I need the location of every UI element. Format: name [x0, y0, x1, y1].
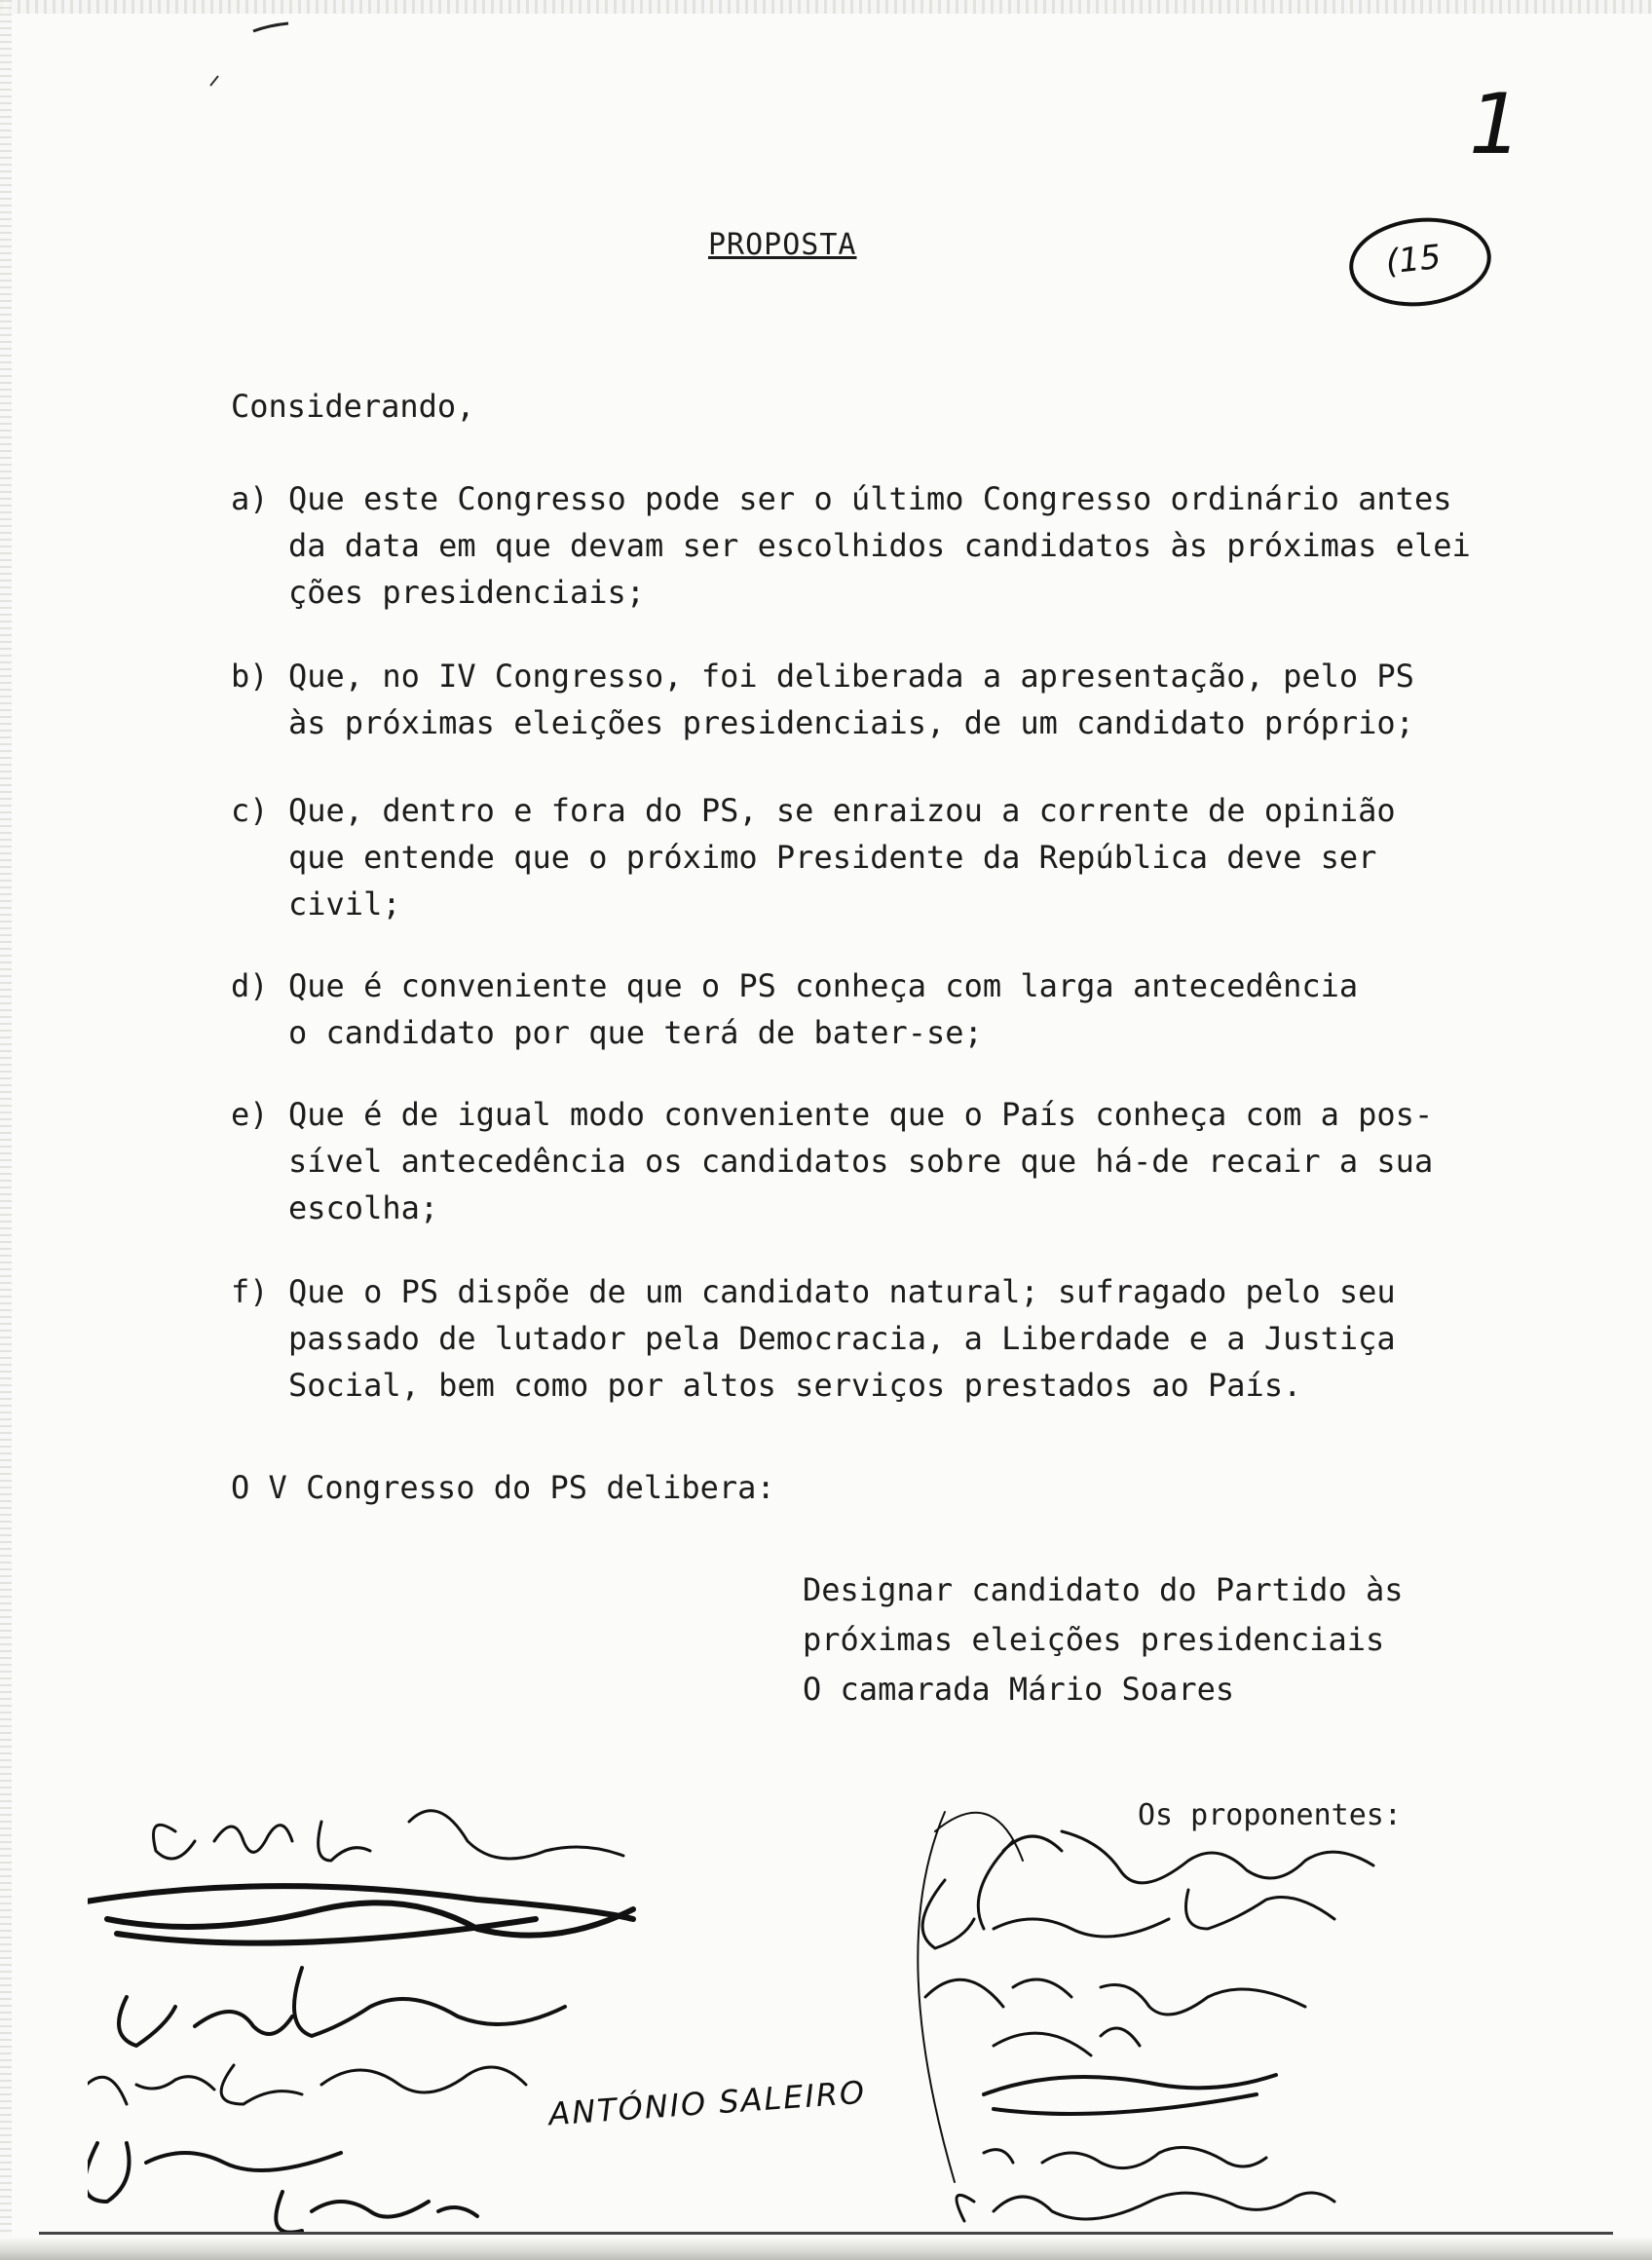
resolution-block	[803, 1565, 1404, 1714]
resolution-line: O camarada Mário Soares	[803, 1671, 1235, 1708]
signature-1	[154, 1811, 624, 1861]
scan-bottom-edge	[0, 2237, 1652, 2260]
item-line: o candidato por que terá de bater-se;	[288, 1014, 983, 1051]
page-number: 1	[1469, 76, 1522, 173]
signature-4	[88, 2065, 526, 2104]
item-line: Que, dentro e fora do PS, se enraizou a corrente de opinião	[288, 792, 1396, 829]
proponents-label: Os proponentes:	[1138, 1798, 1402, 1832]
item-line: Que, no IV Congresso, foi deliberada a apresentação, pelo PS	[288, 658, 1414, 695]
signature-3	[119, 1968, 565, 2046]
closing-text: O V Congresso do PS delibera:	[231, 1469, 775, 1506]
item-line: Social, bem como por altos serviços prestados ao País.	[288, 1367, 1302, 1404]
signature-11	[984, 2075, 1276, 2114]
resolution-line: Designar candidato do Partido às	[803, 1571, 1404, 1608]
scan-top-edge	[0, 0, 1652, 14]
item-line: sível antecedência os candidatos sobre que há-de recair a sua	[288, 1143, 1434, 1180]
handwritten-signatures	[88, 1773, 1578, 2241]
item-line: escolha;	[288, 1189, 439, 1226]
resolution-line: próximas eleições presidenciais	[803, 1621, 1385, 1658]
signature-8	[922, 1880, 1334, 1948]
signature-14	[918, 1812, 1023, 2182]
signature-12	[984, 2147, 1266, 2167]
item-letter: a)	[231, 480, 269, 517]
item-letter: d)	[231, 967, 269, 1004]
item-line: às próximas eleições presidenciais, de um candidato próprio;	[288, 704, 1414, 741]
item-line: Que o PS dispõe de um candidato natural; sufragado pelo seu	[288, 1273, 1396, 1310]
scan-left-edge	[0, 0, 12, 2260]
item-letter: b)	[231, 658, 269, 695]
stray-pen-mark	[201, 18, 308, 95]
intro-text: Considerando,	[231, 388, 475, 425]
bottom-rule	[39, 2232, 1613, 2235]
item-line: civil;	[288, 885, 401, 923]
signature-7	[978, 1831, 1373, 1929]
signature-13	[957, 2193, 1334, 2221]
document-title: PROPOSTA	[708, 228, 857, 262]
circled-reference-text: (15	[1383, 237, 1444, 282]
item-line: ções presidenciais;	[288, 574, 646, 611]
signature-2	[88, 1886, 633, 1942]
circled-reference-mark	[1345, 211, 1496, 314]
signature-5	[88, 2143, 341, 2202]
item-letter: f)	[231, 1273, 269, 1310]
item-line: passado de lutador pela Democracia, a Liberdade e a Justiça	[288, 1320, 1396, 1357]
item-line: Que este Congresso pode ser o último Congresso ordinário antes	[288, 480, 1452, 517]
item-line: da data em que devam ser escolhidos candidatos às próximas elei	[288, 527, 1471, 564]
item-line: Que é de igual modo conveniente que o País conheça com a pos-	[288, 1096, 1434, 1133]
printed-signature: ANTÓNIO SALEIRO	[547, 2073, 868, 2133]
item-line: Que é conveniente que o PS conheça com larga antecedência	[288, 967, 1359, 1004]
signature-10	[994, 2028, 1140, 2055]
item-letter: c)	[231, 792, 269, 829]
item-line: que entende que o próximo Presidente da República deve ser	[288, 839, 1377, 876]
signature-6	[276, 2192, 477, 2233]
item-letter: e)	[231, 1096, 269, 1133]
signature-9	[925, 1979, 1305, 2015]
